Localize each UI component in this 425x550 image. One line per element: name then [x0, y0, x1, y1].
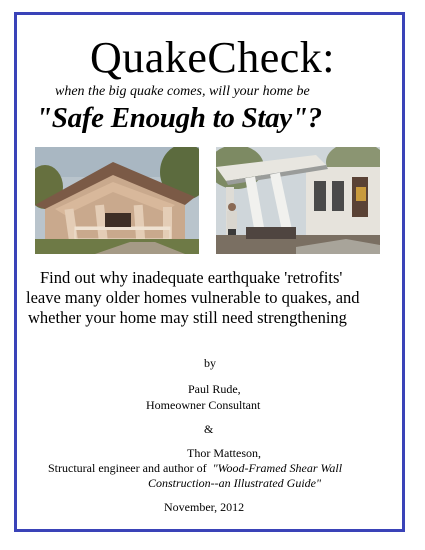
document-subtitle: when the big quake comes, will your home be: [55, 84, 310, 99]
ampersand: &: [204, 422, 214, 436]
photo-collapsed-house: [216, 147, 380, 254]
author1-role: Homeowner Consultant: [146, 398, 261, 412]
intro-line-3: whether your home may still need strengthening: [28, 308, 347, 327]
intro-paragraph: [22, 268, 402, 328]
by-label: by: [204, 356, 216, 370]
document-title: QuakeCheck:: [90, 33, 335, 82]
book-title-part2: Construction--an Illustrated Guide": [148, 476, 322, 490]
book-title-part1: "Wood-Framed Shear Wall: [212, 461, 343, 475]
intro-line-2: leave many older homes vulnerable to quakes, and: [26, 288, 360, 307]
photo-damaged-bungalow: [35, 147, 199, 254]
author2-role-prefix: Structural engineer and author of: [48, 461, 207, 475]
intro-line-1: Find out why inadequate earthquake 'retrofits': [40, 268, 343, 287]
author2-role: [48, 461, 342, 476]
author2-name: Thor Matteson,: [187, 446, 261, 460]
document-tagline: "Safe Enough to Stay"?: [36, 102, 322, 134]
author1-name: Paul Rude,: [188, 382, 241, 396]
publication-date: November, 2012: [164, 500, 245, 514]
